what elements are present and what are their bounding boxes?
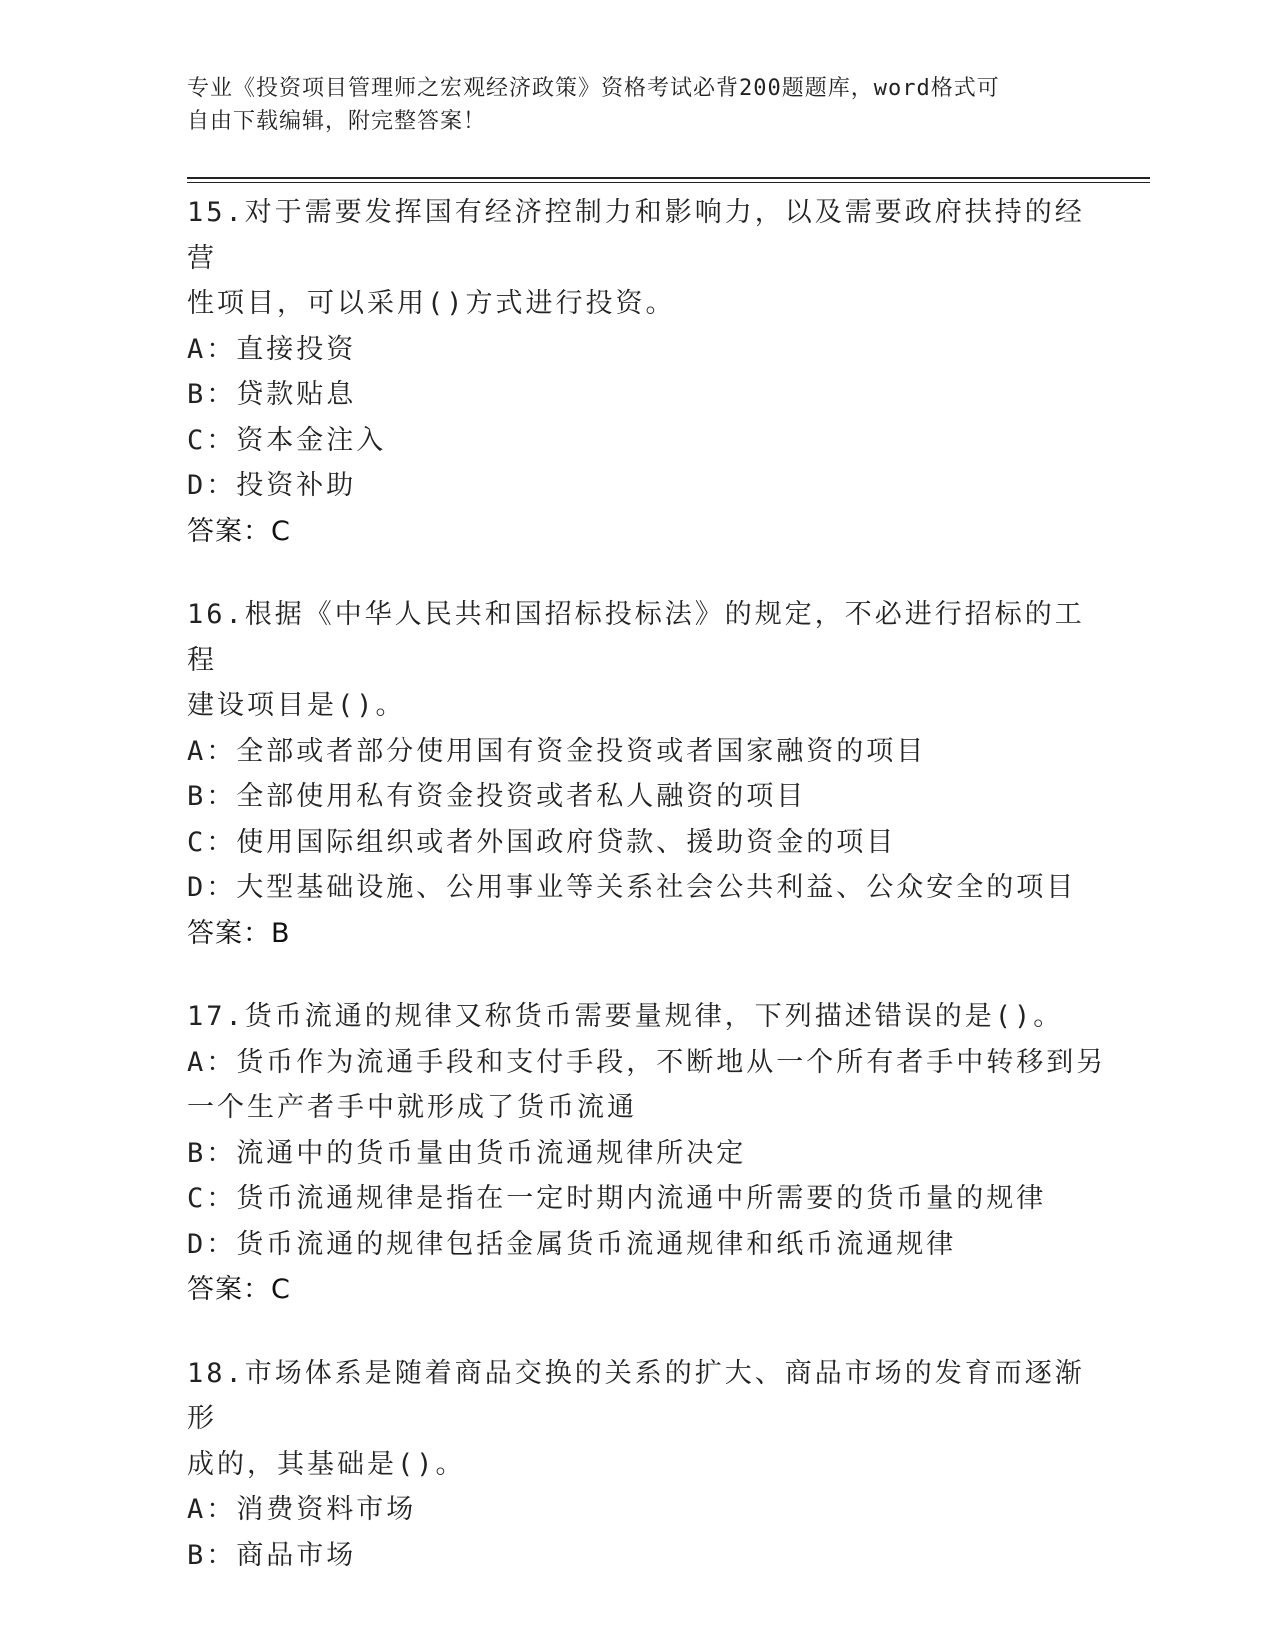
option-a-continued: 一个生产者手中就形成了货币流通 <box>187 1092 637 1123</box>
stem-line: 16.根据《中华人民共和国招标投标法》的规定，不必进行招标的工程 <box>187 599 1085 676</box>
stem-line: 17.货币流通的规律又称货币需要量规律，下列描述错误的是()。 <box>187 1001 1064 1032</box>
stem-line: 成的，其基础是()。 <box>187 1448 466 1480</box>
header-line-2: 自由下载编辑，附完整答案！ <box>187 109 487 134</box>
option-b: B：商品市场 <box>187 1539 357 1571</box>
stem-line: 性项目，可以采用()方式进行投资。 <box>187 288 676 319</box>
question-stem <box>187 190 1087 327</box>
option-b: B：贷款贴息 <box>187 379 357 410</box>
question-16 <box>187 592 1087 956</box>
document-header <box>187 72 1087 138</box>
option-d: D：货币流通的规律包括金属货币流通规律和纸币流通规律 <box>187 1228 957 1260</box>
question-stem <box>187 592 1087 729</box>
option-c: C：使用国际组织或者外国政府贷款、援助资金的项目 <box>187 826 897 858</box>
answer-label: 答案：C <box>187 515 291 547</box>
option-a: A：货币作为流通手段和支付手段，不断地从一个所有者手中转移到另 <box>187 1046 1107 1078</box>
option-b: B：全部使用私有资金投资或者私人融资的项目 <box>187 781 807 812</box>
header-divider-thick <box>187 177 1150 179</box>
answer-label: 答案：B <box>187 917 291 949</box>
question-15 <box>187 190 1087 554</box>
stem-line: 建设项目是()。 <box>187 690 406 721</box>
option-a: A：消费资料市场 <box>187 1494 417 1525</box>
option-c: C：货币流通规律是指在一定时期内流通中所需要的货币量的规律 <box>187 1183 1047 1214</box>
stem-line: 15.对于需要发挥国有经济控制力和影响力，以及需要政府扶持的经营 <box>187 197 1085 274</box>
option-a: A：直接投资 <box>187 333 357 365</box>
question-list <box>187 190 1107 1616</box>
option-b: B：流通中的货币量由货币流通规律所决定 <box>187 1137 747 1169</box>
question-18 <box>187 1351 1087 1579</box>
question-stem <box>187 994 1087 1040</box>
header-line-1: 专业《投资项目管理师之宏观经济政策》资格考试必背200题题库，word格式可 <box>187 76 1000 101</box>
header-divider-thin <box>187 182 1150 183</box>
option-c: C：资本金注入 <box>187 424 387 456</box>
answer-label: 答案：C <box>187 1274 291 1305</box>
option-a: A：全部或者部分使用国有资金投资或者国家融资的项目 <box>187 735 927 767</box>
option-d: D：投资补助 <box>187 470 357 501</box>
stem-line: 18.市场体系是随着商品交换的关系的扩大、商品市场的发育而逐渐形 <box>187 1357 1085 1434</box>
question-17 <box>187 994 1107 1313</box>
question-stem <box>187 1351 1087 1488</box>
option-d: D：大型基础设施、公用事业等关系社会公共利益、公众安全的项目 <box>187 872 1077 903</box>
